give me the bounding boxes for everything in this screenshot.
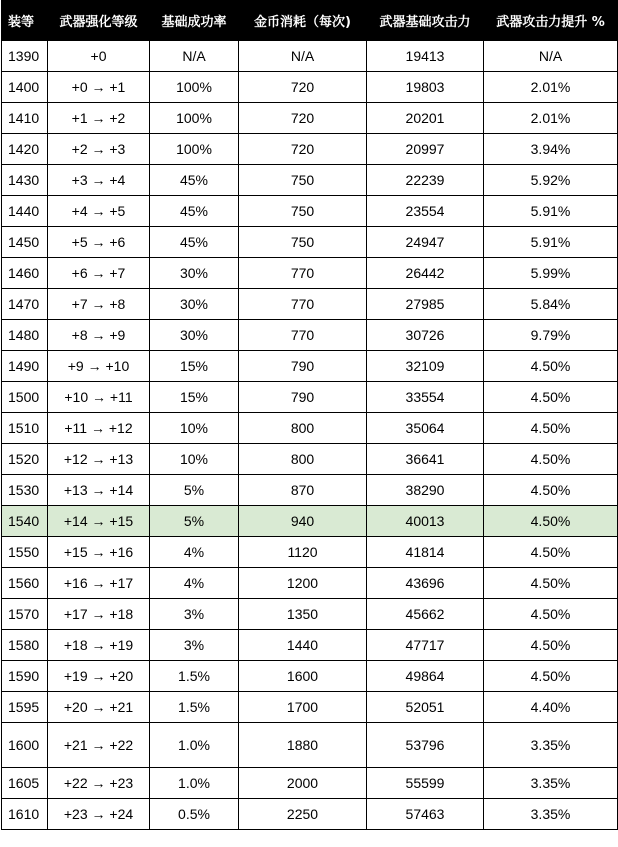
success-rate-cell: 100% bbox=[150, 103, 239, 134]
gear-level-cell: 1400 bbox=[2, 72, 48, 103]
upgrade-level-cell: +5 → +6 bbox=[48, 227, 150, 258]
header-gear-level: 装等 bbox=[2, 1, 48, 41]
base-attack-cell: 55599 bbox=[367, 768, 484, 799]
success-rate-cell: 3% bbox=[150, 630, 239, 661]
attack-increase-cell: 4.50% bbox=[484, 599, 618, 630]
gear-level-cell: 1540 bbox=[2, 506, 48, 537]
table-row bbox=[2, 768, 618, 799]
attack-increase-cell: 4.50% bbox=[484, 661, 618, 692]
upgrade-level-cell: +11 → +12 bbox=[48, 413, 150, 444]
success-rate-cell: 100% bbox=[150, 72, 239, 103]
table-row bbox=[2, 227, 618, 258]
success-rate-cell: 4% bbox=[150, 537, 239, 568]
base-attack-cell: 26442 bbox=[367, 258, 484, 289]
gold-cost-cell: 770 bbox=[239, 289, 367, 320]
table-row bbox=[2, 72, 618, 103]
attack-increase-cell: 4.50% bbox=[484, 475, 618, 506]
success-rate-cell: 4% bbox=[150, 568, 239, 599]
upgrade-level-cell: +14 → +15 bbox=[48, 506, 150, 537]
base-attack-cell: 20201 bbox=[367, 103, 484, 134]
success-rate-cell: 45% bbox=[150, 196, 239, 227]
gold-cost-cell: 750 bbox=[239, 165, 367, 196]
gear-level-cell: 1560 bbox=[2, 568, 48, 599]
attack-increase-cell: 4.50% bbox=[484, 506, 618, 537]
gear-level-cell: 1490 bbox=[2, 351, 48, 382]
attack-increase-cell: 4.40% bbox=[484, 692, 618, 723]
gold-cost-cell: 800 bbox=[239, 413, 367, 444]
upgrade-level-cell: +10 → +11 bbox=[48, 382, 150, 413]
gold-cost-cell: 720 bbox=[239, 134, 367, 165]
gear-level-cell: 1450 bbox=[2, 227, 48, 258]
attack-increase-cell: 4.50% bbox=[484, 568, 618, 599]
gear-level-cell: 1595 bbox=[2, 692, 48, 723]
table-row bbox=[2, 165, 618, 196]
header-attack-increase: 武器攻击力提升 % bbox=[484, 1, 618, 41]
success-rate-cell: 0.5% bbox=[150, 799, 239, 830]
base-attack-cell: 32109 bbox=[367, 351, 484, 382]
header-success-rate: 基础成功率 bbox=[150, 1, 239, 41]
success-rate-cell: 1.0% bbox=[150, 723, 239, 768]
success-rate-cell: 1.0% bbox=[150, 768, 239, 799]
success-rate-cell: 45% bbox=[150, 227, 239, 258]
success-rate-cell: 1.5% bbox=[150, 661, 239, 692]
success-rate-cell: 1.5% bbox=[150, 692, 239, 723]
upgrade-level-cell: +7 → +8 bbox=[48, 289, 150, 320]
base-attack-cell: 22239 bbox=[367, 165, 484, 196]
gear-level-cell: 1430 bbox=[2, 165, 48, 196]
table-row bbox=[2, 320, 618, 351]
header-upgrade-level: 武器强化等级 bbox=[48, 1, 150, 41]
upgrade-level-cell: +8 → +9 bbox=[48, 320, 150, 351]
gear-level-cell: 1550 bbox=[2, 537, 48, 568]
gold-cost-cell: 870 bbox=[239, 475, 367, 506]
base-attack-cell: 24947 bbox=[367, 227, 484, 258]
table-row bbox=[2, 134, 618, 165]
success-rate-cell: 15% bbox=[150, 351, 239, 382]
upgrade-level-cell: +9 → +10 bbox=[48, 351, 150, 382]
gold-cost-cell: 770 bbox=[239, 258, 367, 289]
table-row bbox=[2, 413, 618, 444]
header-base-attack: 武器基础攻击力 bbox=[367, 1, 484, 41]
upgrade-level-cell: +0 → +1 bbox=[48, 72, 150, 103]
gold-cost-cell: 1350 bbox=[239, 599, 367, 630]
success-rate-cell: 30% bbox=[150, 289, 239, 320]
base-attack-cell: 57463 bbox=[367, 799, 484, 830]
gold-cost-cell: 790 bbox=[239, 382, 367, 413]
table-row bbox=[2, 661, 618, 692]
gear-level-cell: 1580 bbox=[2, 630, 48, 661]
base-attack-cell: 45662 bbox=[367, 599, 484, 630]
base-attack-cell: 38290 bbox=[367, 475, 484, 506]
table-row bbox=[2, 630, 618, 661]
table-row bbox=[2, 258, 618, 289]
base-attack-cell: 19413 bbox=[367, 41, 484, 72]
base-attack-cell: 30726 bbox=[367, 320, 484, 351]
gear-level-cell: 1605 bbox=[2, 768, 48, 799]
table-row bbox=[2, 41, 618, 72]
gear-level-cell: 1600 bbox=[2, 723, 48, 768]
gear-level-cell: 1520 bbox=[2, 444, 48, 475]
base-attack-cell: 19803 bbox=[367, 72, 484, 103]
attack-increase-cell: 3.94% bbox=[484, 134, 618, 165]
success-rate-cell: 5% bbox=[150, 475, 239, 506]
upgrade-level-cell: +13 → +14 bbox=[48, 475, 150, 506]
gold-cost-cell: 720 bbox=[239, 72, 367, 103]
gear-level-cell: 1390 bbox=[2, 41, 48, 72]
base-attack-cell: 40013 bbox=[367, 506, 484, 537]
gold-cost-cell: 720 bbox=[239, 103, 367, 134]
gold-cost-cell: 1700 bbox=[239, 692, 367, 723]
gear-level-cell: 1460 bbox=[2, 258, 48, 289]
gold-cost-cell: 750 bbox=[239, 196, 367, 227]
table-row bbox=[2, 599, 618, 630]
attack-increase-cell: 4.50% bbox=[484, 382, 618, 413]
base-attack-cell: 49864 bbox=[367, 661, 484, 692]
gear-level-cell: 1530 bbox=[2, 475, 48, 506]
gear-level-cell: 1590 bbox=[2, 661, 48, 692]
upgrade-level-cell: +23 → +24 bbox=[48, 799, 150, 830]
success-rate-cell: 100% bbox=[150, 134, 239, 165]
gear-level-cell: 1470 bbox=[2, 289, 48, 320]
table-row bbox=[2, 799, 618, 830]
table-row bbox=[2, 506, 618, 537]
upgrade-level-cell: +2 → +3 bbox=[48, 134, 150, 165]
upgrade-level-cell: +18 → +19 bbox=[48, 630, 150, 661]
table-row bbox=[2, 382, 618, 413]
base-attack-cell: 36641 bbox=[367, 444, 484, 475]
success-rate-cell: 5% bbox=[150, 506, 239, 537]
table-row bbox=[2, 537, 618, 568]
attack-increase-cell: 2.01% bbox=[484, 72, 618, 103]
gold-cost-cell: 1600 bbox=[239, 661, 367, 692]
base-attack-cell: 53796 bbox=[367, 723, 484, 768]
attack-increase-cell: 5.91% bbox=[484, 196, 618, 227]
gold-cost-cell: 800 bbox=[239, 444, 367, 475]
table-row bbox=[2, 351, 618, 382]
table-row bbox=[2, 444, 618, 475]
table-row bbox=[2, 723, 618, 768]
table-row bbox=[2, 692, 618, 723]
header-row bbox=[2, 1, 618, 41]
base-attack-cell: 43696 bbox=[367, 568, 484, 599]
upgrade-level-cell: +4 → +5 bbox=[48, 196, 150, 227]
gold-cost-cell: N/A bbox=[239, 41, 367, 72]
success-rate-cell: 30% bbox=[150, 258, 239, 289]
attack-increase-cell: 3.35% bbox=[484, 768, 618, 799]
base-attack-cell: 35064 bbox=[367, 413, 484, 444]
upgrade-level-cell: +17 → +18 bbox=[48, 599, 150, 630]
attack-increase-cell: 4.50% bbox=[484, 537, 618, 568]
success-rate-cell: 30% bbox=[150, 320, 239, 351]
table-row bbox=[2, 475, 618, 506]
gear-level-cell: 1410 bbox=[2, 103, 48, 134]
gear-level-cell: 1570 bbox=[2, 599, 48, 630]
gear-level-cell: 1420 bbox=[2, 134, 48, 165]
base-attack-cell: 47717 bbox=[367, 630, 484, 661]
gold-cost-cell: 1120 bbox=[239, 537, 367, 568]
attack-increase-cell: 5.84% bbox=[484, 289, 618, 320]
gold-cost-cell: 750 bbox=[239, 227, 367, 258]
gear-level-cell: 1610 bbox=[2, 799, 48, 830]
base-attack-cell: 23554 bbox=[367, 196, 484, 227]
attack-increase-cell: 5.92% bbox=[484, 165, 618, 196]
attack-increase-cell: 4.50% bbox=[484, 413, 618, 444]
success-rate-cell: 15% bbox=[150, 382, 239, 413]
attack-increase-cell: 5.99% bbox=[484, 258, 618, 289]
table-row bbox=[2, 103, 618, 134]
gear-level-cell: 1480 bbox=[2, 320, 48, 351]
table-body bbox=[2, 41, 618, 830]
gold-cost-cell: 1200 bbox=[239, 568, 367, 599]
table-row bbox=[2, 568, 618, 599]
upgrade-level-cell: +12 → +13 bbox=[48, 444, 150, 475]
base-attack-cell: 27985 bbox=[367, 289, 484, 320]
upgrade-level-cell: +16 → +17 bbox=[48, 568, 150, 599]
upgrade-level-cell: +1 → +2 bbox=[48, 103, 150, 134]
gold-cost-cell: 2000 bbox=[239, 768, 367, 799]
base-attack-cell: 52051 bbox=[367, 692, 484, 723]
base-attack-cell: 20997 bbox=[367, 134, 484, 165]
gold-cost-cell: 1880 bbox=[239, 723, 367, 768]
success-rate-cell: 3% bbox=[150, 599, 239, 630]
gold-cost-cell: 2250 bbox=[239, 799, 367, 830]
gear-level-cell: 1510 bbox=[2, 413, 48, 444]
upgrade-level-cell: +15 → +16 bbox=[48, 537, 150, 568]
base-attack-cell: 33554 bbox=[367, 382, 484, 413]
success-rate-cell: 10% bbox=[150, 413, 239, 444]
upgrade-level-cell: +20 → +21 bbox=[48, 692, 150, 723]
gold-cost-cell: 790 bbox=[239, 351, 367, 382]
upgrade-level-cell: +3 → +4 bbox=[48, 165, 150, 196]
success-rate-cell: 10% bbox=[150, 444, 239, 475]
success-rate-cell: 45% bbox=[150, 165, 239, 196]
gold-cost-cell: 940 bbox=[239, 506, 367, 537]
gear-level-cell: 1440 bbox=[2, 196, 48, 227]
weapon-upgrade-table bbox=[1, 0, 618, 830]
upgrade-level-cell: +6 → +7 bbox=[48, 258, 150, 289]
upgrade-level-cell: +0 bbox=[48, 41, 150, 72]
gold-cost-cell: 1440 bbox=[239, 630, 367, 661]
base-attack-cell: 41814 bbox=[367, 537, 484, 568]
attack-increase-cell: 3.35% bbox=[484, 799, 618, 830]
attack-increase-cell: 2.01% bbox=[484, 103, 618, 134]
attack-increase-cell: 9.79% bbox=[484, 320, 618, 351]
success-rate-cell: N/A bbox=[150, 41, 239, 72]
attack-increase-cell: 4.50% bbox=[484, 351, 618, 382]
upgrade-level-cell: +22 → +23 bbox=[48, 768, 150, 799]
upgrade-level-cell: +19 → +20 bbox=[48, 661, 150, 692]
attack-increase-cell: 3.35% bbox=[484, 723, 618, 768]
table-row bbox=[2, 289, 618, 320]
attack-increase-cell: 4.50% bbox=[484, 444, 618, 475]
table-header bbox=[2, 1, 618, 41]
header-gold-cost: 金币消耗（每次) bbox=[239, 1, 367, 41]
gear-level-cell: 1500 bbox=[2, 382, 48, 413]
attack-increase-cell: N/A bbox=[484, 41, 618, 72]
upgrade-level-cell: +21 → +22 bbox=[48, 723, 150, 768]
attack-increase-cell: 4.50% bbox=[484, 630, 618, 661]
table-row bbox=[2, 196, 618, 227]
gold-cost-cell: 770 bbox=[239, 320, 367, 351]
attack-increase-cell: 5.91% bbox=[484, 227, 618, 258]
